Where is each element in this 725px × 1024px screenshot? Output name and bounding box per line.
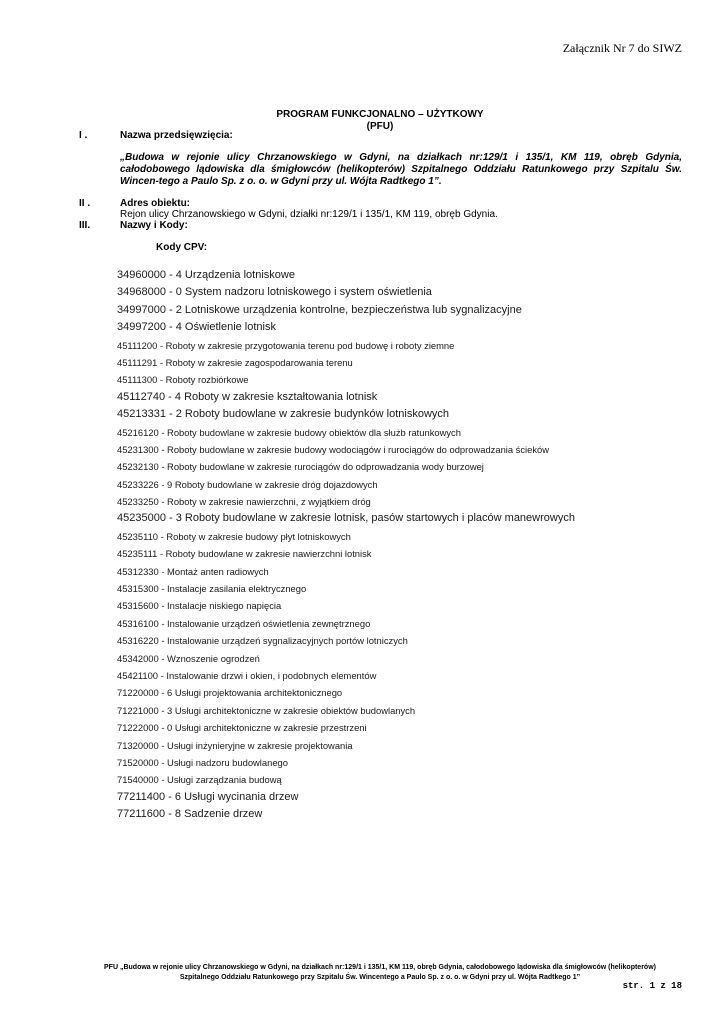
cpv-code-item: 45111291 - Roboty w zakresie zagospodarowania terenu (117, 356, 353, 368)
cpv-code-item: 45421100 - Instalowanie drzwi i okien, i podobnych elementów (117, 669, 377, 681)
cpv-code-item: 34968000 - 0 System nadzoru lotniskowego i system oświetlenia (117, 286, 432, 299)
cpv-code-item: 77211400 - 6 Usługi wycinania drzew (117, 790, 299, 803)
document-title: PROGRAM FUNKCJONALNO – UŻYTKOWY (276, 109, 484, 120)
section-3-heading: Nazwy i Kody: (120, 220, 188, 231)
cpv-code-item: 34997200 - 4 Oświetlenie lotnisk (117, 321, 276, 334)
cpv-code-item: 45316220 - Instalowanie urządzeń sygnalizacyjnych portów lotniczych (117, 635, 408, 647)
cpv-code-item: 45233250 - Roboty w zakresie nawierzchni, z wyjątkiem dróg (117, 496, 371, 508)
cpv-code-item: 45235110 - Roboty w zakresie budowy płyt lotniskowych (117, 530, 351, 542)
footer-line-1: PFU „Budowa w rejonie ulicy Chrzanowskiego w Gdyni, na działkach nr:129/1 i 135/1, KM 119, obręb Gdynia, całodobowego lądowiska dla śmigłowców (helikopterów) (104, 964, 656, 971)
cpv-code-item: 34960000 - 4 Urządzenia lotniskowe (117, 269, 295, 281)
annex-label: Załącznik Nr 7 do SIWZ (562, 41, 682, 55)
section-1-number: I . (79, 130, 88, 141)
cpv-code-item: 45231300 - Roboty budowlane w zakresie budowy wodociągów i rurociągów do odprowadzania ścieków (117, 443, 550, 455)
cpv-code-item: 77211600 - 8 Sadzenie drzew (117, 808, 263, 821)
cpv-code-item: 45232130 - Roboty budowlane w zakresie rurociągów do odprowadzania wody burzowej (117, 461, 484, 473)
cpv-code-item: 45233226 - 9 Roboty budowlane w zakresie dróg dojazdowych (117, 478, 378, 490)
cpv-code-item: 34997000 - 2 Lotniskowe urządzenia kontrolne, bezpieczeństwa lub sygnalizacyjne (117, 303, 522, 316)
cpv-code-list (117, 267, 575, 824)
cpv-code-item: 45213331 - 2 Roboty budowlane w zakresie budynków lotniskowych (117, 408, 450, 421)
cpv-code-item: 45111300 - Roboty rozbiórkowe (117, 374, 249, 386)
section-2-number: II . (79, 198, 91, 209)
cpv-code-item: 45235000 - 3 Roboty budowlane w zakresie lotnisk, pasów startowych i placów manewrowych (117, 512, 575, 525)
page-number: str. 1 z 18 (622, 981, 682, 991)
section-2-heading: Adres obiektu: (120, 198, 191, 209)
project-name: „Budowa w rejonie ulicy Chrzanowskiego w Gdyni, na działkach nr:129/1 i 135/1, KM 119, obręb Gdynia, całodobowego lądowiska dla śmigłowców (helikopterów) Szpitalnego Oddziału Ratunkowego przy Szpitalu Św. Wincen-tego a Paulo Sp. z o. o. w Gdyni przy ul. Wójta Radtkego 1”. (120, 152, 682, 187)
cpv-code-item: 45315600 - Instalacje niskiego napięcia (117, 600, 282, 612)
cpv-code-item: 45111200 - Roboty w zakresie przygotowania terenu pod budowę i roboty ziemne (117, 339, 455, 351)
cpv-code-item: 45312330 - Montaż anten radiowych (117, 565, 269, 577)
cpv-code-item: 45216120 - Roboty budowlane w zakresie budowy obiektów dla służb ratunkowych (117, 426, 461, 438)
cpv-code-item: 45235111 - Roboty budowlane w zakresie nawierzchni lotnisk (117, 548, 372, 560)
section-1-heading: Nazwa przedsięwzięcia: (120, 130, 233, 141)
cpv-code-item: 45316100 - Instalowanie urządzeń oświetlenia zewnętrznego (117, 617, 371, 629)
cpv-code-item: 45112740 - 4 Roboty w zakresie kształtowania lotnisk (117, 390, 378, 403)
object-address: Rejon ulicy Chrzanowskiego w Gdyni, działki nr:129/1 i 135/1, KM 119, obręb Gdynia. (120, 209, 498, 220)
footer-line-2: Szpitalnego Oddziału Ratunkowego przy Szpitalu Św. Wincentego a Paulo Sp. z o. o. w Gdyni przy ul. Wójta Radtkego 1” (179, 974, 581, 981)
cpv-code-item: 45315300 - Instalacje zasilania elektrycznego (117, 583, 307, 595)
cpv-code-item: 71221000 - 3 Usługi architektoniczne w zakresie obiektów budowlanych (117, 704, 416, 716)
cpv-code-item: 71320000 - Usługi inżynieryjne w zakresie projektowania (117, 739, 353, 751)
cpv-code-item: 71520000 - Usługi nadzoru budowlanego (117, 756, 288, 768)
cpv-code-item: 71222000 - 0 Usługi architektoniczne w zakresie przestrzeni (117, 722, 367, 734)
footer (50, 963, 710, 983)
section-3-number: III. (79, 220, 91, 231)
cpv-code-item: 45342000 - Wznoszenie ogrodzeń (117, 652, 260, 664)
cpv-code-item: 71220000 - 6 Usługi projektowania architektonicznego (117, 687, 343, 699)
cpv-code-item: 71540000 - Usługi zarządzania budową (117, 774, 282, 786)
document-subtitle: (PFU) (366, 121, 394, 132)
cpv-heading: Kody CPV: (156, 242, 208, 253)
